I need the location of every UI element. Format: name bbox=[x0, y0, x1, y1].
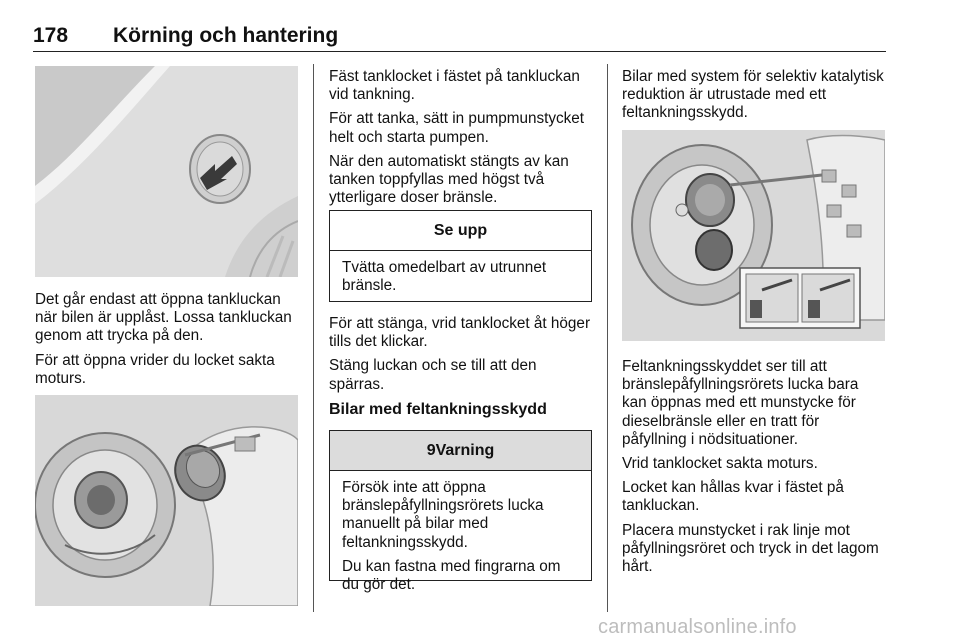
paragraph: Placera munstycket i rak linje mot påfyllningsröret och tryck in det lagom hårt. bbox=[622, 521, 879, 576]
column3-text-bottom bbox=[622, 358, 887, 582]
paragraph: För att tanka, sätt in pumpmunstycket helt och starta pumpen. bbox=[329, 110, 585, 146]
paragraph: Feltankningsskyddet ser till att bränslepåfyllningsrörets lucka bara kan öppnas med ett munstycke för dieselbränsle eller en tratt för påfyllning i nödsituationer. bbox=[622, 358, 859, 448]
paragraph: Stäng luckan och se till att den spärras. bbox=[329, 357, 537, 393]
warning-box bbox=[329, 430, 592, 594]
caution-text: Tvätta omedelbart av utrunnet bränsle. bbox=[342, 259, 547, 295]
paragraph: Vrid tanklocket sakta moturs. bbox=[622, 455, 818, 473]
paragraph: För att stänga, vrid tanklocket åt höger tills det klickar. bbox=[329, 315, 591, 351]
paragraph: Locket kan hållas kvar i fästet på tankluckan. bbox=[622, 479, 844, 515]
warning-text: Försök inte att öppna bränslepåfyllningsrörets lucka manuellt på bilar med feltankningsskydd. bbox=[342, 479, 544, 551]
page-header bbox=[33, 20, 886, 52]
caution-title: Se upp bbox=[330, 211, 591, 251]
misfuel-protection-illustration bbox=[622, 130, 885, 341]
paragraph: När den automatiskt stängts av kan tanken toppfyllas med högst två ytterligare doser bränsle. bbox=[329, 152, 569, 207]
watermark: carmanualsonline.info bbox=[598, 616, 797, 638]
warning-header bbox=[330, 431, 591, 471]
column3-text-top bbox=[622, 68, 887, 129]
warning-text: Du kan fastna med fingrarna om du gör det. bbox=[342, 557, 561, 594]
column-divider bbox=[313, 64, 314, 612]
caution-body bbox=[330, 251, 591, 303]
column-divider bbox=[607, 64, 608, 612]
paragraph: Bilar med system för selektiv katalytisk reduktion är utrustade med ett feltankningsskydd. bbox=[622, 68, 884, 122]
chapter-title: Körning och hantering bbox=[113, 24, 339, 47]
caution-box bbox=[329, 210, 592, 302]
warning-body bbox=[330, 471, 591, 602]
column2-text-middle bbox=[329, 315, 594, 400]
warning-title: Varning bbox=[435, 441, 495, 459]
column1-text bbox=[35, 291, 300, 394]
fuel-cap-open-illustration bbox=[35, 395, 298, 606]
warning-icon: 9 bbox=[426, 441, 436, 459]
paragraph: Det går endast att öppna tankluckan när bilen är upplåst. Lossa tankluckan genom att trycka på den. bbox=[35, 291, 292, 345]
paragraph: Fäst tanklocket i fästet på tankluckan vid tankning. bbox=[329, 68, 580, 104]
page-number: 178 bbox=[33, 24, 69, 47]
section-subheading: Bilar med feltankningsskydd bbox=[329, 401, 547, 418]
fuel-door-closed-illustration bbox=[35, 66, 298, 277]
paragraph: För att öppna vrider du locket sakta moturs. bbox=[35, 351, 275, 387]
column2-text-top bbox=[329, 68, 594, 213]
